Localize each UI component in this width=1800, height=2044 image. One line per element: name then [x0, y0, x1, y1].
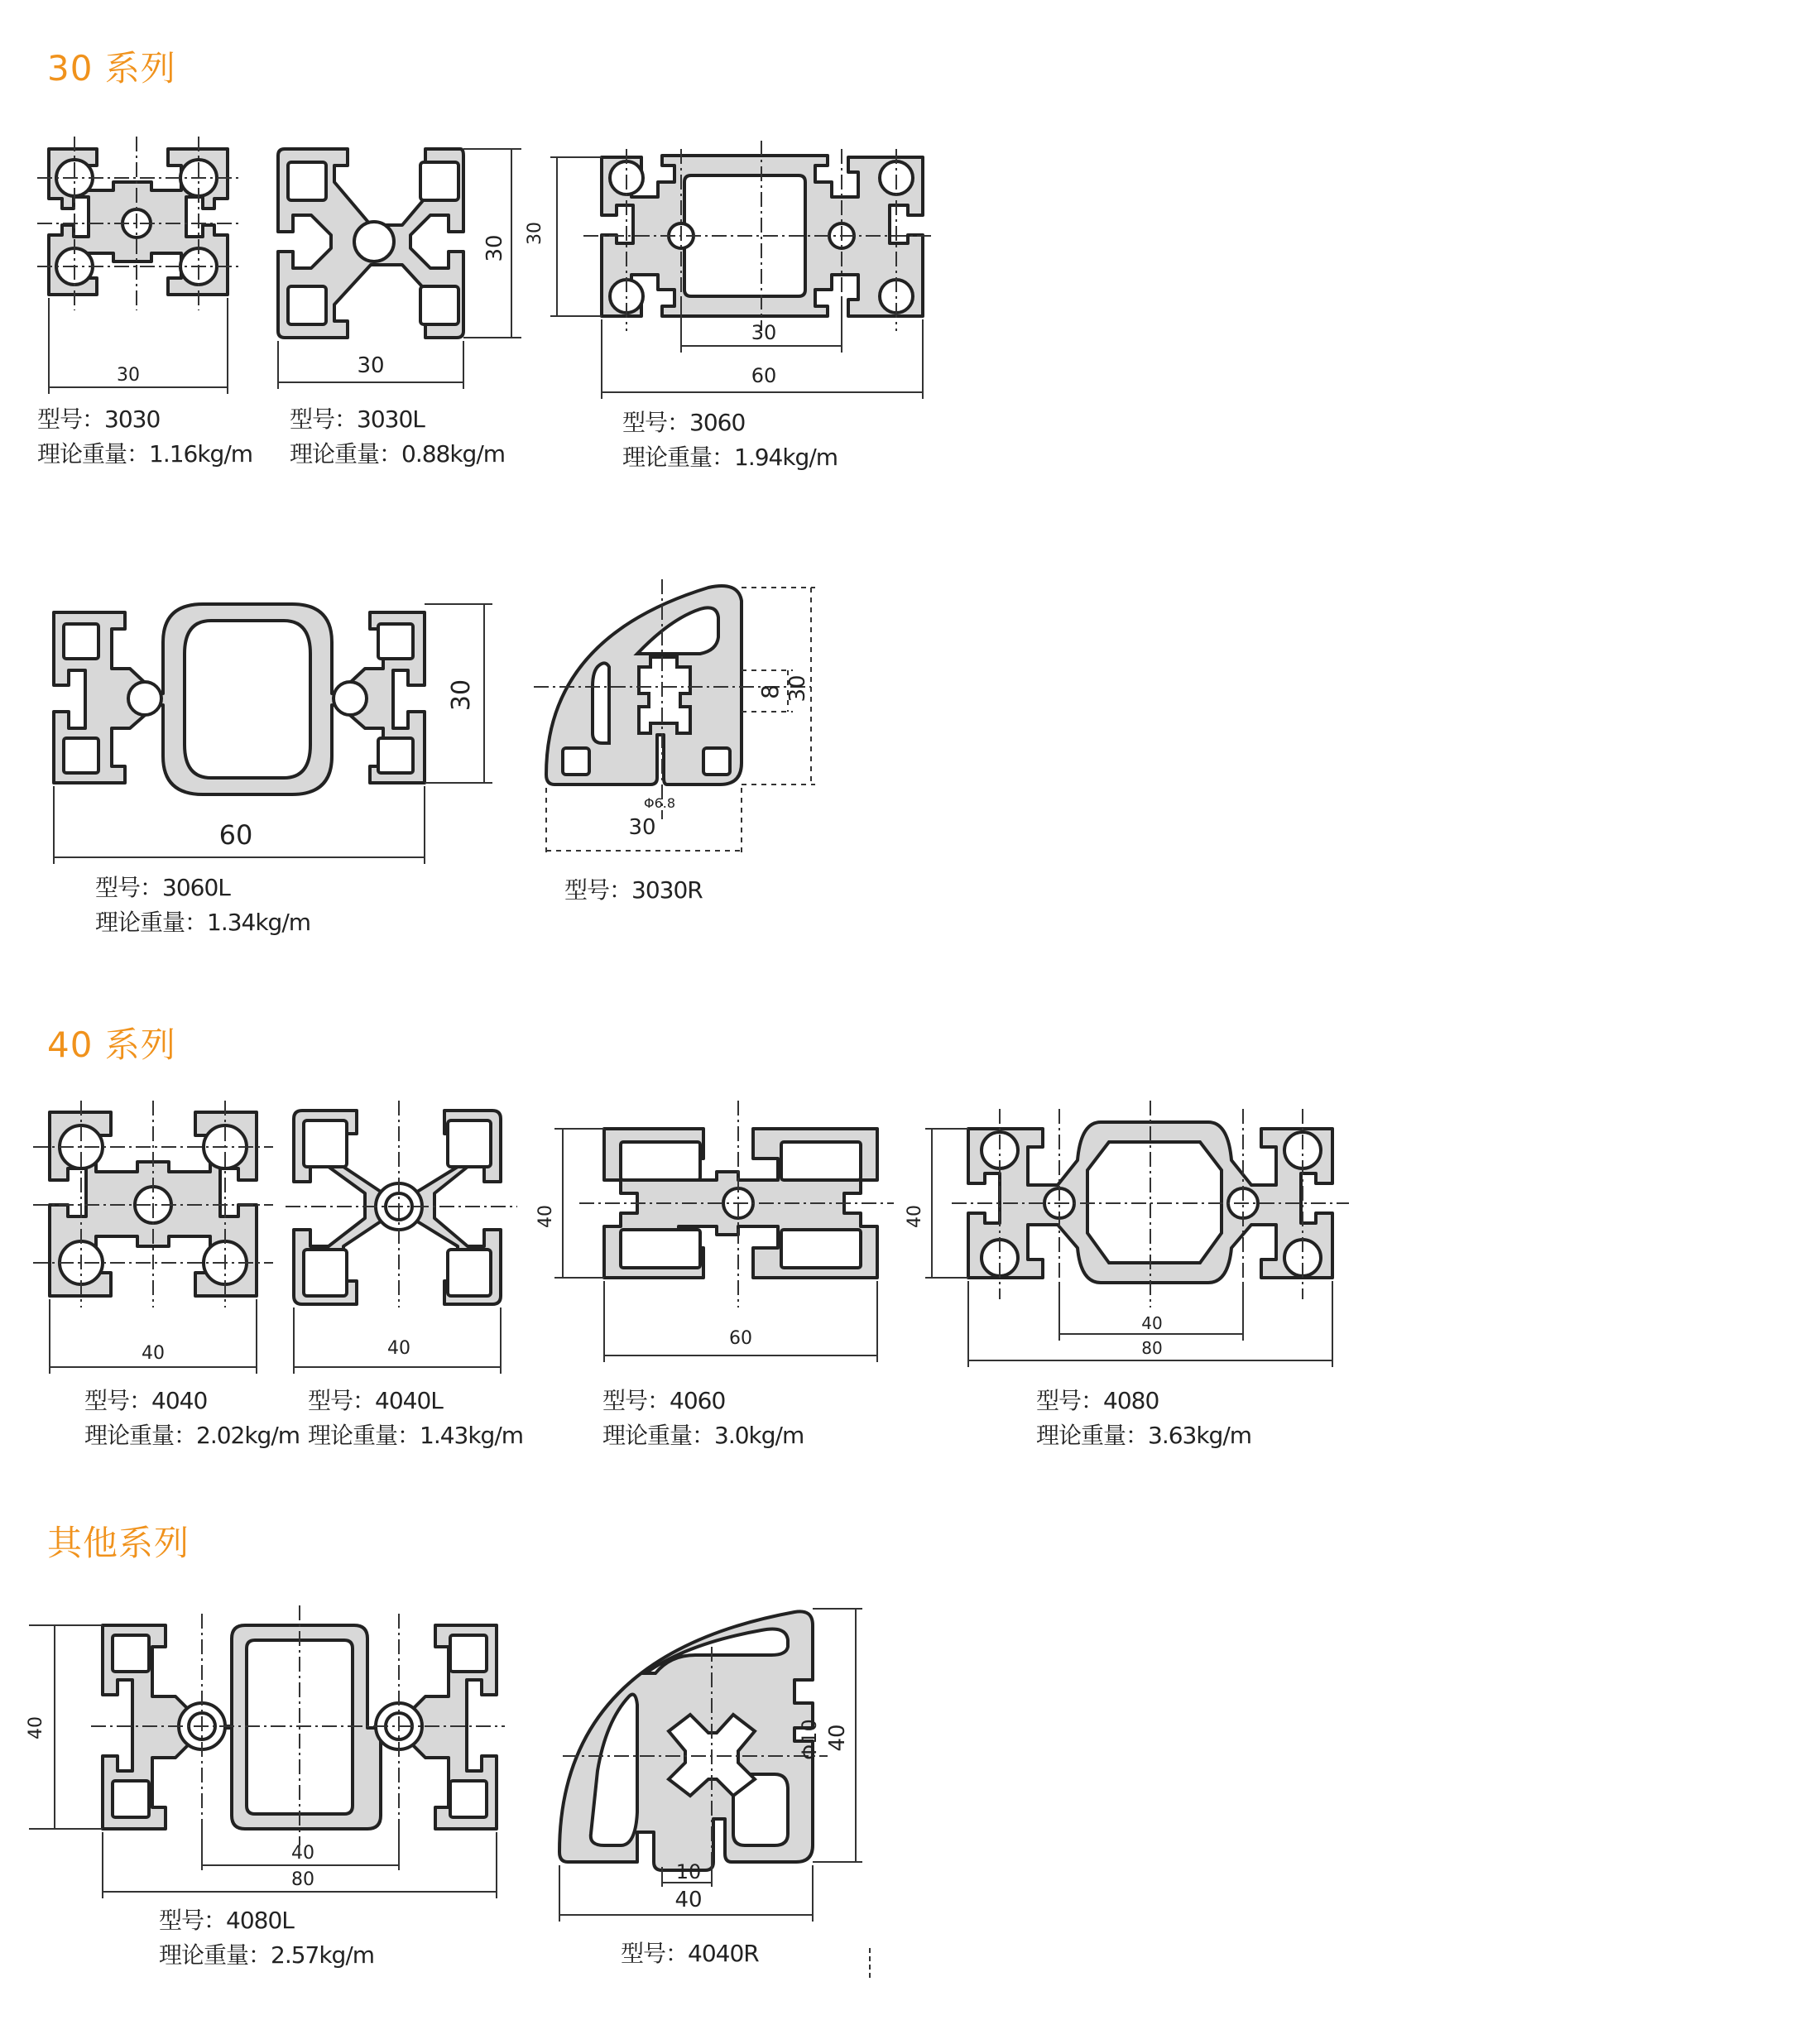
dim-label: 60 [218, 819, 253, 851]
profile-4080L-drawing [25, 1605, 505, 1912]
profile-4040R-drawing [546, 1597, 877, 1928]
model-label: 型号：4080 [1036, 1387, 1159, 1414]
dim-label: 40 [26, 1716, 46, 1739]
profile-4040L [286, 1101, 517, 1382]
model-label: 型号：3030R [564, 876, 703, 904]
section-title-other: 其他系列 [47, 1523, 190, 1563]
profile-3060 [525, 132, 931, 405]
dim-label: Φ6.8 [644, 795, 676, 811]
profile-4080L [25, 1605, 505, 1912]
weight-label: 理论重量：1.34kg/m [95, 909, 311, 936]
caption-3030L [290, 402, 505, 472]
dim-label: 30 [751, 321, 777, 344]
caption-4040R [621, 1936, 759, 1971]
model-label: 型号：4040 [84, 1387, 208, 1414]
profile-3060L-drawing [37, 596, 501, 869]
dim-label: 60 [729, 1328, 752, 1349]
model-label: 型号：3030L [290, 405, 425, 433]
profile-4080 [902, 1101, 1349, 1382]
model-label: 型号：4040R [621, 1940, 759, 1967]
profile-4040R [546, 1597, 877, 1928]
weight-label: 理论重量：1.16kg/m [37, 440, 253, 468]
caption-4080L [159, 1903, 374, 1973]
dim-label: 30 [447, 679, 476, 712]
caption-4040L [308, 1384, 523, 1453]
profile-3060-drawing [525, 132, 931, 405]
profile-3030L [273, 132, 521, 397]
profile-4080-drawing [902, 1101, 1349, 1382]
profile-3030L-drawing [273, 132, 521, 397]
model-label: 型号：4040L [308, 1387, 443, 1414]
weight-label: 理论重量：3.63kg/m [1036, 1422, 1252, 1449]
dim-label: 10 [675, 1860, 702, 1883]
weight-label: 理论重量：2.57kg/m [159, 1941, 375, 1969]
dim-label: 30 [357, 353, 385, 378]
dim-label: 40 [291, 1843, 314, 1864]
dim-label: 40 [142, 1343, 165, 1364]
model-label: 型号：3030 [37, 405, 161, 433]
dim-label: Φ10 [798, 1719, 821, 1760]
caption-4080 [1036, 1384, 1251, 1453]
dim-label: 30 [482, 234, 507, 262]
profile-4060-drawing [530, 1101, 894, 1382]
caption-4060 [602, 1384, 804, 1453]
stray-dash-divider [869, 1948, 872, 1978]
weight-label: 理论重量：1.94kg/m [622, 444, 838, 471]
caption-3030 [37, 402, 252, 472]
profile-3060L [37, 596, 501, 869]
profile-3030 [37, 132, 252, 397]
weight-label: 理论重量：2.02kg/m [84, 1422, 300, 1449]
caption-3060L [95, 871, 310, 942]
model-label: 型号：3060L [95, 874, 230, 901]
dim-label: 80 [291, 1869, 314, 1890]
profile-4060 [530, 1101, 894, 1382]
dim-label: 30 [785, 674, 810, 703]
dim-label: 30 [525, 222, 545, 245]
profile-4040-drawing [33, 1101, 273, 1382]
dim-label: 8 [756, 684, 784, 699]
profile-4040L-drawing [286, 1101, 517, 1382]
weight-label: 理论重量：1.43kg/m [308, 1422, 524, 1449]
section-title-30: 30 系列 [47, 48, 176, 89]
dim-label: 40 [1141, 1313, 1163, 1333]
dim-label: 30 [628, 815, 656, 840]
dim-label: 40 [674, 1888, 703, 1912]
profile-3030R-drawing [530, 571, 844, 869]
profile-3030R [530, 571, 844, 869]
dim-label: 40 [905, 1205, 925, 1228]
caption-3030R [564, 873, 703, 908]
profile-3030-drawing [37, 132, 252, 397]
profile-4040 [33, 1101, 273, 1382]
model-label: 型号：4060 [602, 1387, 726, 1414]
caption-4040 [84, 1384, 300, 1453]
dim-label: 80 [1141, 1338, 1163, 1358]
dim-label: 30 [117, 365, 140, 386]
model-label: 型号：4080L [159, 1907, 294, 1934]
weight-label: 理论重量：3.0kg/m [602, 1422, 804, 1449]
model-label: 型号：3060 [622, 409, 746, 436]
caption-3060 [622, 405, 838, 475]
dim-label: 40 [387, 1338, 410, 1359]
weight-label: 理论重量：0.88kg/m [290, 440, 506, 468]
section-title-40: 40 系列 [47, 1024, 176, 1065]
dim-label: 60 [751, 364, 777, 387]
dim-label: 40 [535, 1205, 556, 1228]
dim-label: 40 [825, 1724, 850, 1752]
